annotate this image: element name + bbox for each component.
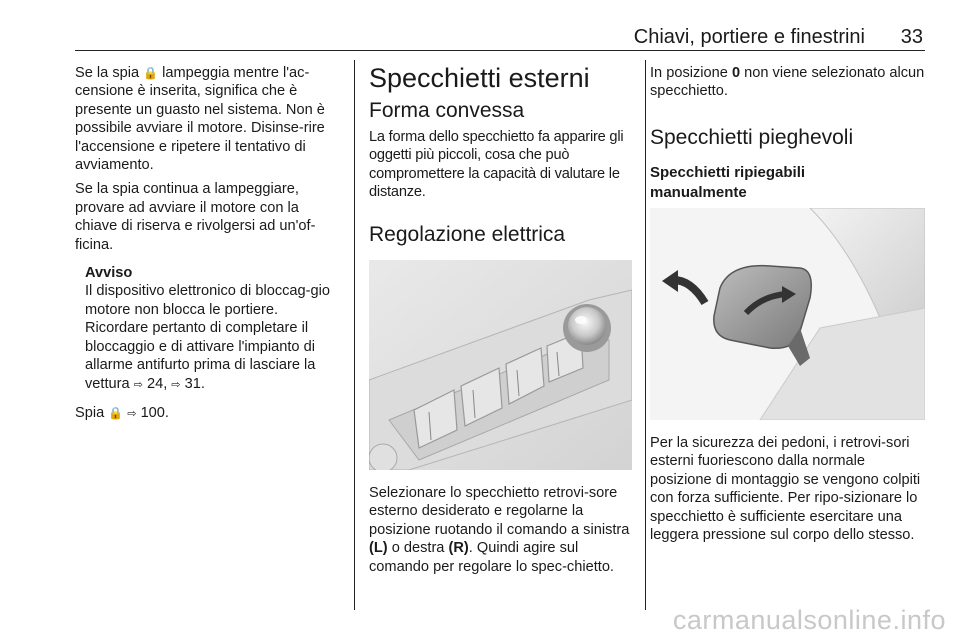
paragraph-folding-body: Per la sicurezza dei pedoni, i retrovi-sori esterni fuoriescono dalla normale posizione di montaggio se vengono colpiti con forza sufficiente. Per ripo-sizionare lo specchietto è sufficiente esercitare una leggera pressione sul corpo dello stesso.	[650, 435, 921, 544]
subsubsection-title-line1: Specchietti ripiegabili	[650, 163, 806, 181]
folding-mirror-illustration	[650, 208, 925, 420]
paragraph-convex: La forma dello specchietto fa apparire gli oggetti più piccoli, cosa che può compromettere la capacità di valutare le distanze.	[369, 129, 624, 201]
chapter-title: Chiavi, portiere e finestrini	[633, 26, 865, 48]
paragraph-immobilizer-warning: Se la spia 🔒 lampeggia mentre l'ac-censione è inserita, significa che è presente un guasto nel sistema. Non è possibile avviare il motore. Disinse-rire l'accensione e ripetere il tentativo di avviamento.	[75, 65, 325, 174]
column-right	[650, 64, 925, 203]
page-ref-arrow-icon: ⇨	[171, 378, 181, 391]
page-ref-link[interactable]: 100	[140, 404, 165, 421]
paragraph-position-zero: In posizione 0 non viene selezionato alcun specchietto.	[650, 65, 925, 100]
subsection-title-convex: Forma convessa	[369, 99, 525, 122]
section-title: Specchietti esterni	[369, 63, 590, 93]
column-middle-lower	[369, 484, 633, 576]
page-ref-arrow-icon: ⇨	[127, 407, 137, 420]
page-ref-link[interactable]: 31	[184, 375, 201, 392]
window-switch-panel-image	[369, 260, 632, 470]
column-divider	[354, 60, 355, 610]
page-ref-arrow-icon: ⇨	[133, 378, 143, 391]
column-left	[75, 64, 343, 423]
window-switch-panel-illustration	[369, 260, 632, 470]
column-middle	[369, 62, 633, 252]
immobilizer-icon: 🔒	[143, 66, 159, 80]
subsection-title-electric: Regolazione elettrica	[369, 222, 566, 246]
note-box	[85, 264, 343, 394]
paragraph-electric-caption: Selezionare lo specchietto retrovi-sore esterno desiderato e regolarne la posizione ruotando il comando a sinistra (L) o destra (R). Quindi agire sul comando per regolare lo spec-chietto.	[369, 485, 630, 575]
page-header	[75, 26, 925, 51]
subsubsection-title-line2: manualmente	[650, 183, 747, 201]
folding-mirror-image	[650, 208, 925, 420]
column-divider	[645, 60, 646, 610]
watermark: carmanualsonline.info	[672, 605, 946, 635]
subsection-title-folding: Specchietti pieghevoli	[650, 125, 854, 149]
paragraph-spia-ref: Spia 🔒 ⇨ 100.	[75, 404, 169, 421]
note-text: Il dispositivo elettronico di bloccag-gio motore non blocca le portiere. Ricordare pertanto di completare il bloccaggio e di attivare l'impianto di allarme antifurto prima di lasciare la vettura ⇨ 24, ⇨ 31.	[85, 283, 330, 392]
immobilizer-icon: 🔒	[108, 405, 124, 420]
note-title: Avviso	[85, 265, 133, 282]
page-ref-link[interactable]: 24	[146, 375, 164, 392]
paragraph-spare-key: Se la spia continua a lampeggiare, provare ad avviare il motore con la chiave di riserva e rivolgersi ad un'of-ficina.	[75, 181, 316, 253]
page-number: 33	[900, 26, 923, 48]
column-right-lower	[650, 434, 925, 544]
